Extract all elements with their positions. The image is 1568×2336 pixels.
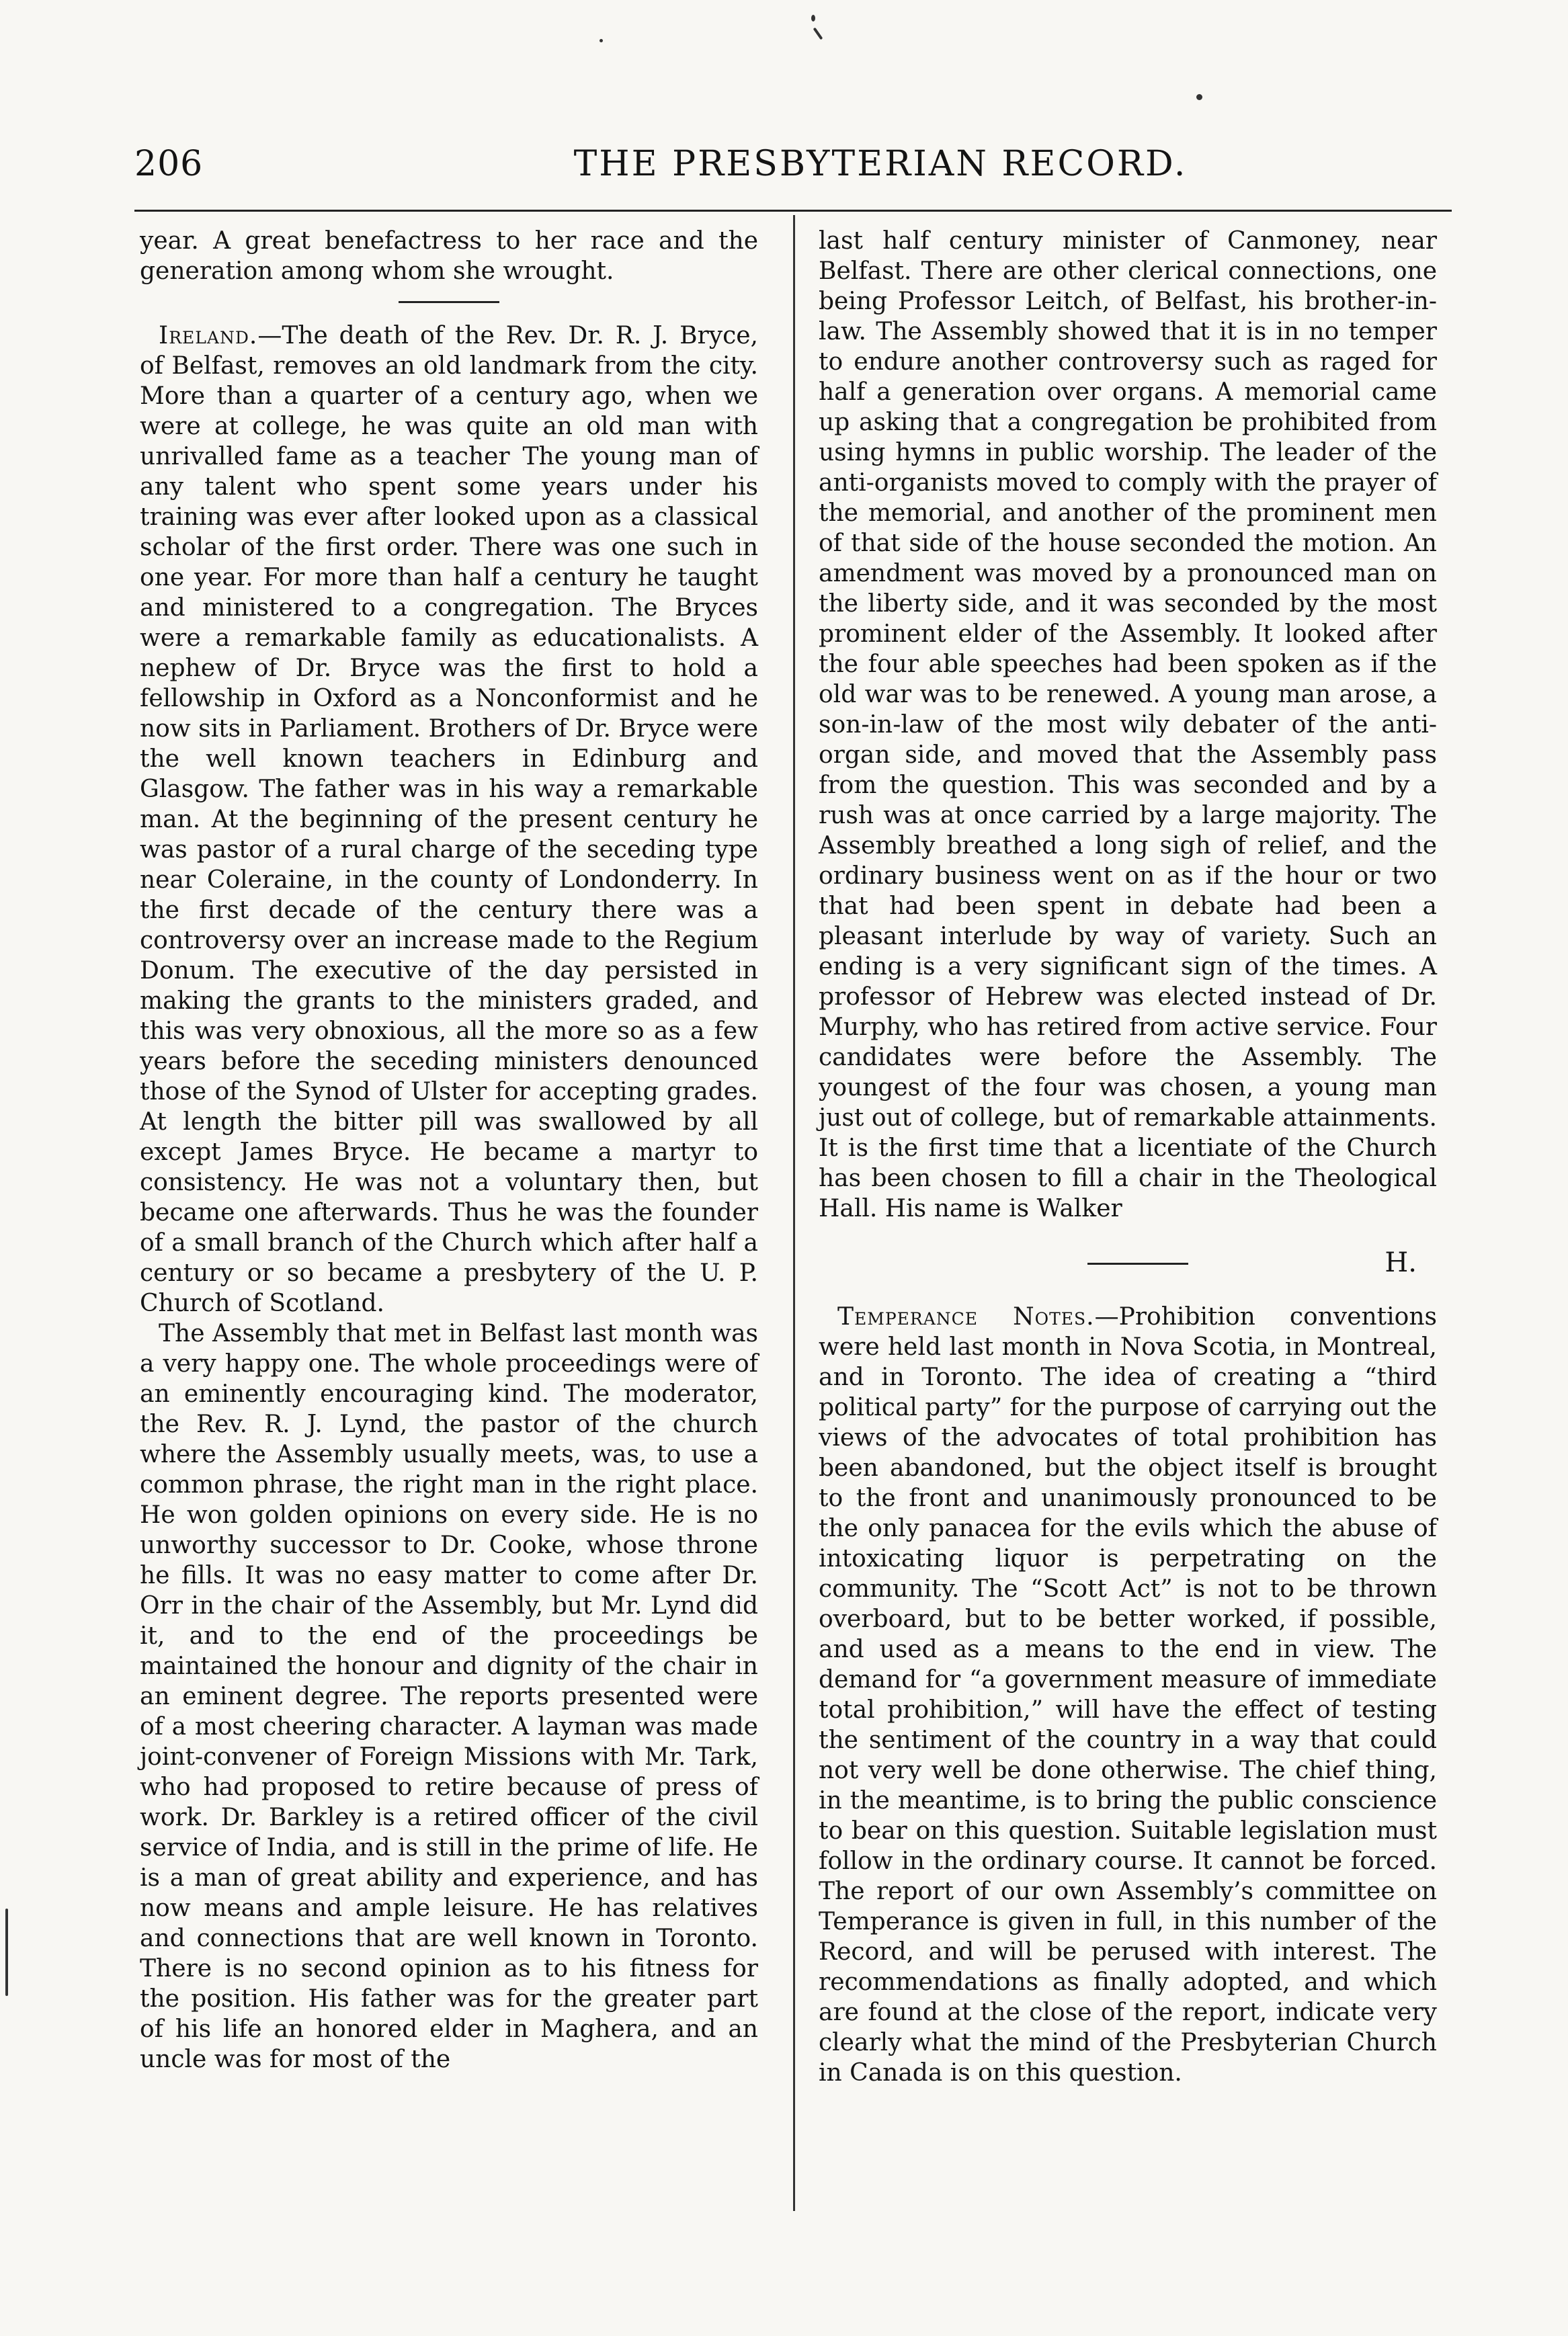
carryover-paragraph: year. A great benefactress to her race and the generation among whom she wrought. — [140, 227, 758, 285]
page-number: 206 — [134, 144, 204, 184]
print-speck — [5, 1909, 8, 1996]
left-column — [140, 226, 758, 2075]
continuation-paragraph: last half century minister of Canmoney, near Belfast. There are other clerical connections, one being Professor Leitch, of Belfast, his brother-in-law. The Assembly showed that it is in no temper to endure another controversy such as raged for half a generation over organs. A memorial came up asking that a congregation be prohibited from using hymns in public worship. The leader of the anti-organists moved to comply with the prayer of the memorial, and another of the prominent men of that side of the house seconded the motion. An amendment was moved by a pronounced man on the liberty side, and it was seconded by the most prominent elder of the Assembly. It looked after the four able speeches had been spoken as if the old war was to be renewed. A young man arose, a son-in-law of the most wily debater of the anti-organ side, and moved that the Assembly pass from the question. This was seconded and by a rush was at once carried by a large majority. The Assembly breathed a long sigh of relief, and the ordinary business went on as if the hour or two that had been spent in debate had been a pleasant interlude by way of variety. Such an ending is a very significant sign of the times. A professor of Hebrew was elected instead of Dr. Murphy, who has retired from active service. Four candidates were before the Assembly. The youngest of the four was chosen, a young man just out of college, but of remarkable attainments. It is the first time that a licentiate of the Church has been chosen to fill a chair in the Theological Hall. His name is Walker — [819, 227, 1437, 1222]
print-speck — [813, 28, 823, 40]
signoff-initial: H. — [1385, 1247, 1417, 1278]
print-speck — [811, 15, 815, 22]
section-rule — [399, 301, 499, 303]
print-speck — [600, 39, 603, 42]
ireland-paragraph — [140, 321, 758, 1319]
ireland-heading: Ireland. — [159, 322, 258, 349]
journal-title: THE PRESBYTERIAN RECORD. — [573, 144, 1188, 184]
page-header — [134, 144, 1452, 198]
signoff-rule — [1087, 1263, 1188, 1265]
assembly-paragraph: The Assembly that met in Belfast last month was a very happy one. The whole proceedings were of an eminently encouraging kind. The moderator, the Rev. R. J. Lynd, the pastor of the church where the Assembly usually meets, was, to use a common phrase, the right man in the right place. He won golden opinions on every side. He is no unworthy successor to Dr. Cooke, whose throne he fills. It was no easy matter to come after Dr. Orr in the chair of the Assembly, but Mr. Lynd did it, and to the end of the proceedings be maintained the honour and dignity of the chair in an eminent degree. The reports presented were of a most cheering character. A layman was made joint-convener of Foreign Missions with Mr. Tark, who had proposed to retire because of press of work. Dr. Barkley is a retired officer of the civil service of India, and is still in the prime of life. He is a man of great ability and experience, and has now means and ample leisure. He has relatives and connections that are well known in Toronto. There is no second opinion as to his fitness for the position. His father was for the greater part of his life an honored elder in Maghera, and an uncle was for most of the — [140, 1320, 758, 2073]
temperance-paragraph — [819, 1302, 1437, 2088]
temperance-body: —Prohibition conventions were held last month in Nova Scotia, in Montreal, and in Toronto. The idea of creating a “third political party” for the purpose of carrying out the views of the advocates of total prohibition has been abandoned, but the object itself is brought to the front and unanimously pronounced to be the only panacea for the evils which the abuse of intoxicating liquor is perpetrating on the community. The “Scott Act” is not to be thrown overboard, but to be better worked, if possible, and used as a means to the end in view. The demand for “a government measure of immediate total prohibition,” will have the effect of testing the sentiment of the country in a way that could not very well be done otherwise. The chief thing, in the meantime, is to bring the public conscience to bear on this question. Suitable legislation must follow in the ordinary course. It cannot be forced. The report of our own Assembly’s committee on Temperance is given in full, in this number of the Record, and will be perused with interest. The recommendations as finally adopted, and which are found at the close of the report, indicate very clearly what the mind of the Presbyterian Church in Canada is on this question. — [819, 1303, 1437, 2087]
column-divider — [793, 215, 795, 2211]
signoff — [819, 1244, 1437, 1284]
ireland-body: —The death of the Rev. Dr. R. J. Bryce, of Belfast, removes an old landmark from the city. More than a quarter of a century ago, when we were at college, he was quite an old man with unrivalled fame as a teacher The young man of any talent who spent some years under his training was ever after looked upon as a classical scholar of the first order. There was one such in one year. For more than half a century he taught and ministered to a congregation. The Bryces were a remarkable family as educationalists. A nephew of Dr. Bryce was the first to hold a fellowship in Oxford as a Nonconformist and he now sits in Parliament. Brothers of Dr. Bryce were the well known teachers in Edinburg and Glasgow. The father was in his way a remarkable man. At the beginning of the present century he was pastor of a rural charge of the seceding type near Coleraine, in the county of Londonderry. In the first decade of the century there was a controversy over an increase made to the Regium Donum. The executive of the day persisted in making the grants to the ministers graded, and this was very obnoxious, all the more so as a few years before the seceding ministers denounced those of the Synod of Ulster for accepting grades. At length the bitter pill was swallowed by all except James Bryce. He became a martyr to consistency. He was not a voluntary then, but became one afterwards. Thus he was the founder of a small branch of the Church which after half a century or so became a presbytery of the U. P. Church of Scotland. — [140, 322, 758, 1317]
header-rule — [134, 210, 1452, 212]
right-column — [819, 226, 1437, 2088]
print-speck — [1196, 94, 1202, 100]
temperance-heading: Temperance Notes. — [837, 1303, 1095, 1331]
